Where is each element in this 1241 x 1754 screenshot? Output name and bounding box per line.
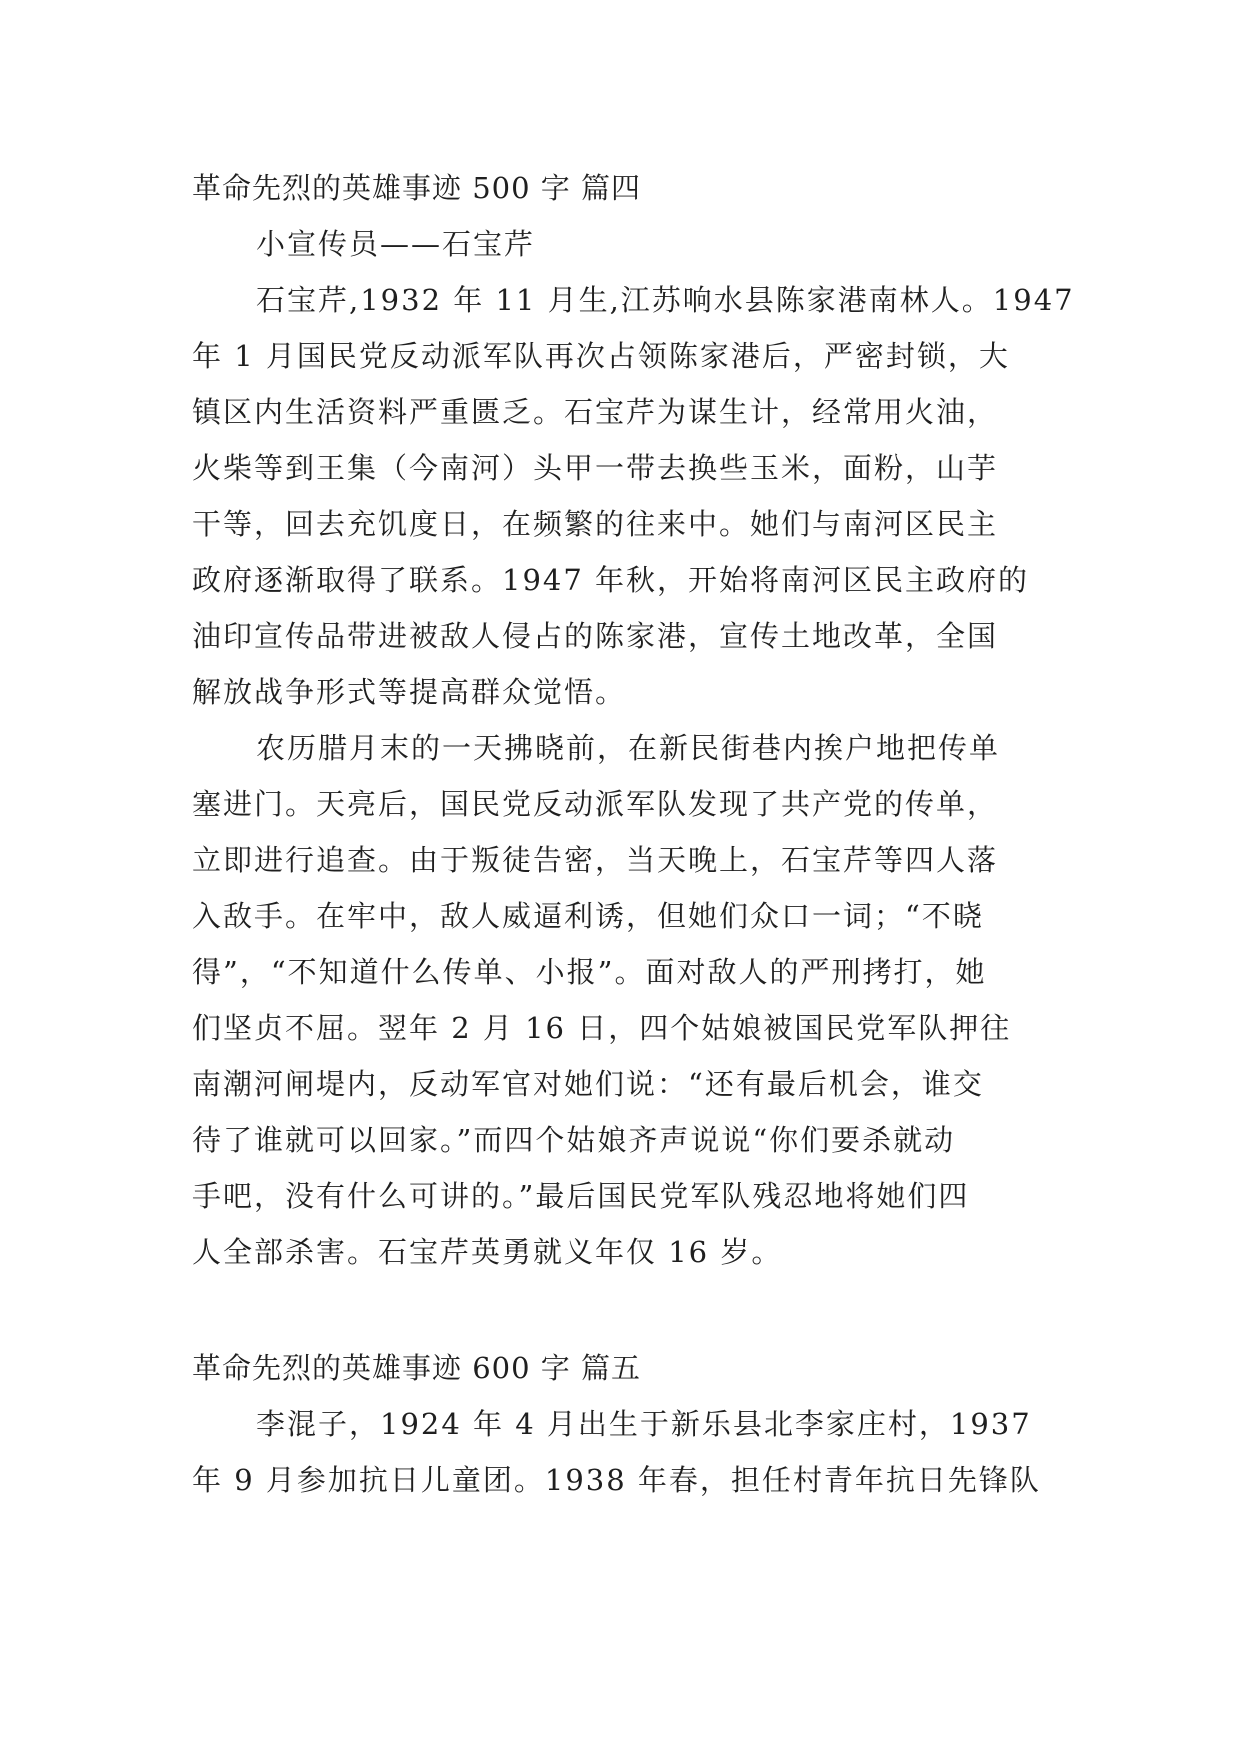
text-line: 手吧，没有什么可讲的。”最后国民党军队残忍地将她们四	[192, 1179, 970, 1213]
section-heading: 革命先烈的英雄事迹 500 字 篇四	[192, 171, 642, 205]
text-line: 们坚贞不屈。翌年 2 月 16 日，四个姑娘被国民党军队押往	[192, 1011, 1012, 1045]
text-line: 干等，回去充饥度日，在频繁的往来中。她们与南河区民主	[192, 507, 999, 541]
document-body	[192, 160, 1075, 1508]
text-line: 农历腊月末的一天拂晓前，在新民街巷内挨户地把传单	[256, 731, 1001, 765]
text-line: 年 9 月参加抗日儿童团。1938 年春，担任村青年抗日先锋队	[192, 1463, 1041, 1497]
paragraph	[192, 720, 1052, 1280]
text-line: 南潮河闸堤内，反动军官对她们说：“还有最后机会，谁交	[192, 1067, 984, 1101]
text-line: 塞进门。天亮后，国民党反动派军队发现了共产党的传单，	[192, 787, 999, 821]
text-line: 待了谁就可以回家。”而四个姑娘齐声说说“你们要杀就动	[192, 1123, 956, 1157]
text-line: 解放战争形式等提高群众觉悟。	[192, 675, 627, 709]
text-line: 立即进行追查。由于叛徒告密，当天晚上，石宝芹等四人落	[192, 843, 999, 877]
text-line: 李混子，1924 年 4 月出生于新乐县北李家庄村，1937	[256, 1407, 1032, 1441]
section-spacer	[192, 1280, 1052, 1340]
article-subtitle: 小宣传员——石宝芹	[256, 227, 536, 261]
section-heading: 革命先烈的英雄事迹 600 字 篇五	[192, 1351, 642, 1385]
text-line: 石宝芹,1932 年 11 月生,江苏响水县陈家港南林人。1947	[256, 283, 1075, 317]
text-line: 得”，“不知道什么传单、小报”。面对敌人的严刑拷打，她	[192, 955, 987, 989]
text-line: 火柴等到王集（今南河）头甲一带去换些玉米，面粉，山芋	[192, 451, 999, 485]
text-line: 镇区内生活资料严重匮乏。石宝芹为谋生计，经常用火油，	[192, 395, 999, 429]
text-line: 年 1 月国民党反动派军队再次占领陈家港后，严密封锁，大	[192, 339, 1010, 373]
text-line: 人全部杀害。石宝芹英勇就义年仅 16 岁。	[192, 1235, 783, 1269]
text-line: 政府逐渐取得了联系。1947 年秋，开始将南河区民主政府的	[192, 563, 1030, 597]
text-line: 油印宣传品带进被敌人侵占的陈家港，宣传土地改革，全国	[192, 619, 999, 653]
text-line: 入敌手。在牢中，敌人威逼利诱，但她们众口一词；“不晓	[192, 899, 984, 933]
paragraph	[192, 1396, 1052, 1508]
paragraph	[192, 272, 1075, 720]
